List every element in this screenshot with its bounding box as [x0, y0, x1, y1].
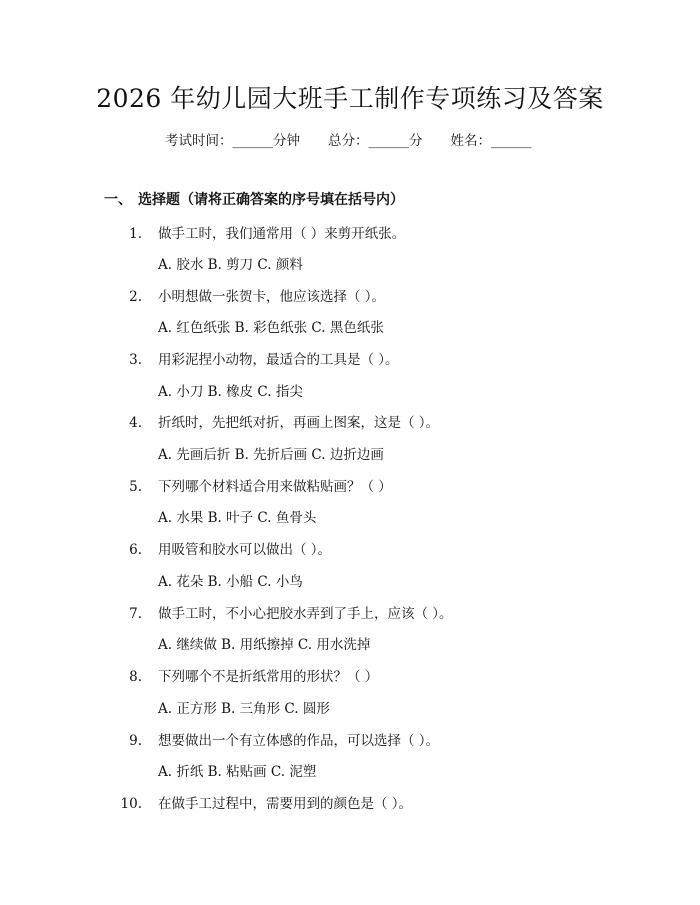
section-number: 一、	[104, 192, 132, 208]
question-text: 想要做出一个有立体感的作品，可以选择（ ）。	[158, 733, 440, 749]
question-8-options: A. 正方形 B. 三角形 C. 圆形	[158, 701, 330, 717]
question-number: 3.	[129, 352, 142, 368]
question-number: 7.	[129, 606, 142, 622]
question-number: 6.	[129, 542, 142, 558]
question-text: 在做手工过程中，需要用到的颜色是（ ）。	[158, 796, 413, 812]
question-number: 4.	[129, 415, 142, 431]
exam-meta	[165, 131, 532, 151]
question-number: 8.	[129, 669, 142, 685]
section-title: 选择题（请将正确答案的序号填在括号内）	[138, 192, 404, 208]
student-name-field: 姓名：______	[450, 133, 532, 149]
question-text: 下列哪个不是折纸常用的形状？（ ）	[158, 669, 379, 685]
question-text: 用彩泥捏小动物，最适合的工具是（ ）。	[158, 352, 399, 368]
question-text: 做手工时，不小心把胶水弄到了手上，应该（ ）。	[158, 606, 453, 622]
question-3-options: A. 小刀 B. 橡皮 C. 指尖	[158, 384, 303, 400]
question-number: 2.	[129, 289, 142, 305]
question-number: 1.	[129, 226, 142, 242]
question-7-options: A. 继续做 B. 用纸擦掉 C. 用水洗掉	[158, 637, 371, 653]
question-text: 小明想做一张贺卡，他应该选择（ ）。	[158, 289, 386, 305]
question-number: 5.	[129, 479, 142, 495]
question-2-options: A. 红色纸张 B. 彩色纸张 C. 黑色纸张	[158, 320, 384, 336]
question-4-options: A. 先画后折 B. 先折后画 C. 边折边画	[158, 447, 384, 463]
total-score-field: 总分：______分	[328, 133, 423, 149]
question-5-options: A. 水果 B. 叶子 C. 鱼骨头	[158, 510, 317, 526]
question-text: 做手工时，我们通常用（ ）来剪开纸张。	[158, 226, 406, 242]
question-text: 用吸管和胶水可以做出（ ）。	[158, 542, 332, 558]
question-number: 9.	[129, 733, 142, 749]
question-9-options: A. 折纸 B. 粘贴画 C. 泥塑	[158, 764, 317, 780]
page-title: 2026 年幼儿园大班手工制作专项练习及答案	[96, 84, 604, 113]
question-text: 折纸时，先把纸对折，再画上图案，这是（ ）。	[158, 415, 440, 431]
question-1-options: A. 胶水 B. 剪刀 C. 颜料	[158, 257, 303, 273]
exam-time-field: 考试时间：______分钟	[165, 133, 300, 149]
question-6-options: A. 花朵 B. 小船 C. 小鸟	[158, 574, 303, 590]
question-number: 10.	[120, 796, 142, 812]
section-heading	[104, 190, 404, 210]
question-text: 下列哪个材料适合用来做粘贴画？（ ）	[158, 479, 392, 495]
